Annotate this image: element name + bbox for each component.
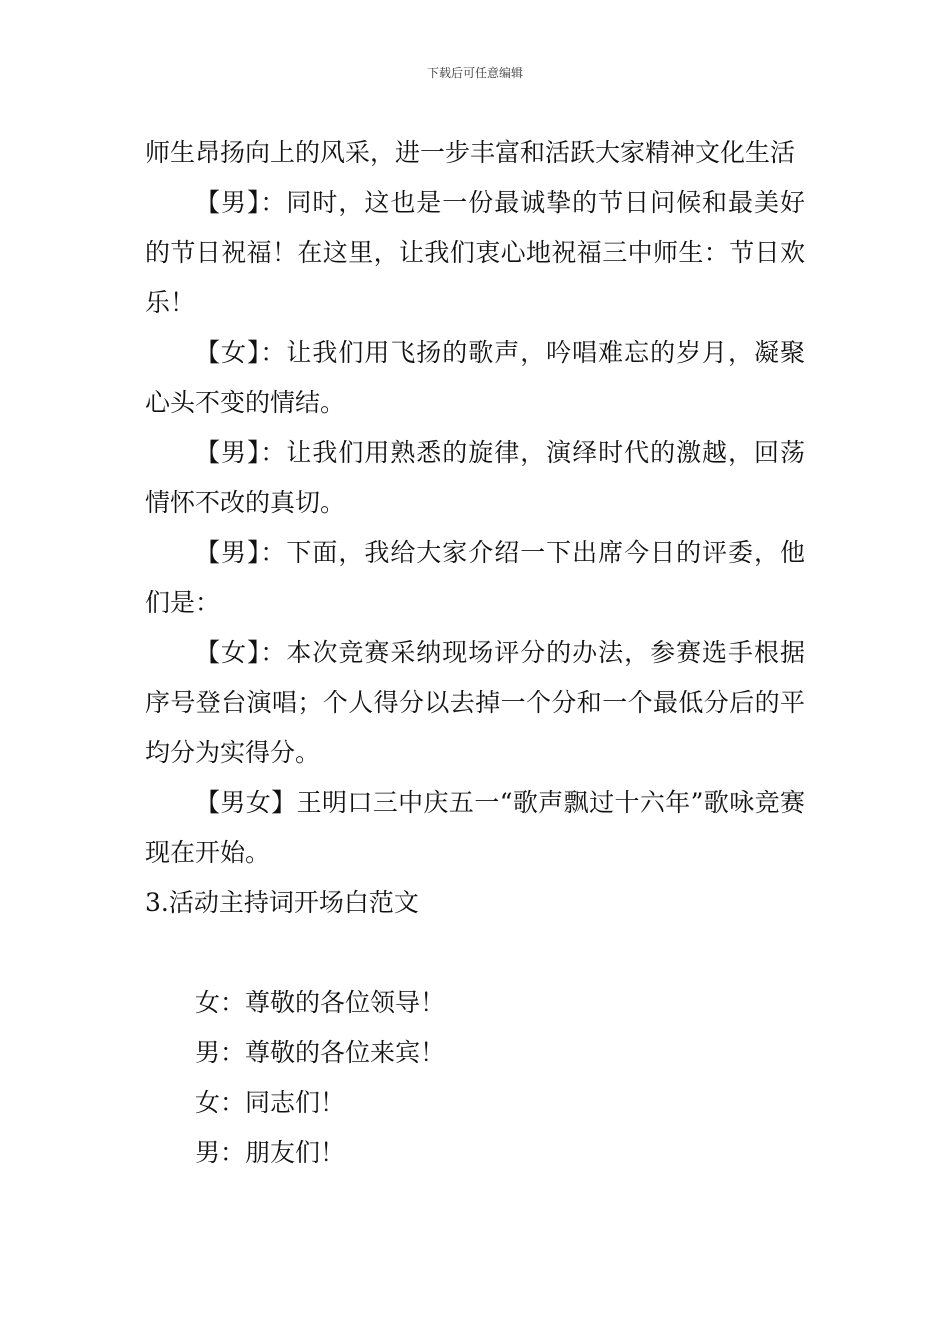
document-body <box>145 128 805 1178</box>
paragraph-male-greeting: 【男】：同时，这也是一份最诚挚的节日问候和最美好的节日祝福！在这里，让我们衷心地祝福三中师生：节日欢乐！ <box>145 188 805 317</box>
paragraph-female-rules: 【女】：本次竞赛采纳现场评分的办法，参赛选手根据序号登台演唱；个人得分以去掉一个分和一个最低分后的平均分为实得分。 <box>145 638 805 767</box>
paragraph-female-song: 【女】：让我们用飞扬的歌声，吟唱难忘的岁月，凝聚心头不变的情结。 <box>145 338 805 417</box>
paragraph-male-judges: 【男】：下面，我给大家介绍一下出席今日的评委，他们是： <box>145 538 805 617</box>
dialog-line: 女：尊敬的各位领导！ <box>195 988 446 1017</box>
paragraph-both-start: 【男女】王明口三中庆五一“歌声飘过十六年”歌咏竞赛现在开始。 <box>145 788 805 867</box>
blank-line <box>145 928 805 978</box>
paragraph-continuation: 师生昂扬向上的风采，进一步丰富和活跃大家精神文化生活 <box>145 138 796 167</box>
dialog-line: 男：尊敬的各位来宾！ <box>195 1038 446 1067</box>
section-heading: 3.活动主持词开场白范文 <box>145 888 419 917</box>
dialog-line: 女：同志们！ <box>195 1088 346 1117</box>
page-header: 下载后可任意编辑 <box>426 66 523 80</box>
dialog-line: 男：朋友们！ <box>195 1138 346 1167</box>
paragraph-male-melody: 【男】：让我们用熟悉的旋律，演绎时代的激越，回荡情怀不改的真切。 <box>145 438 805 517</box>
